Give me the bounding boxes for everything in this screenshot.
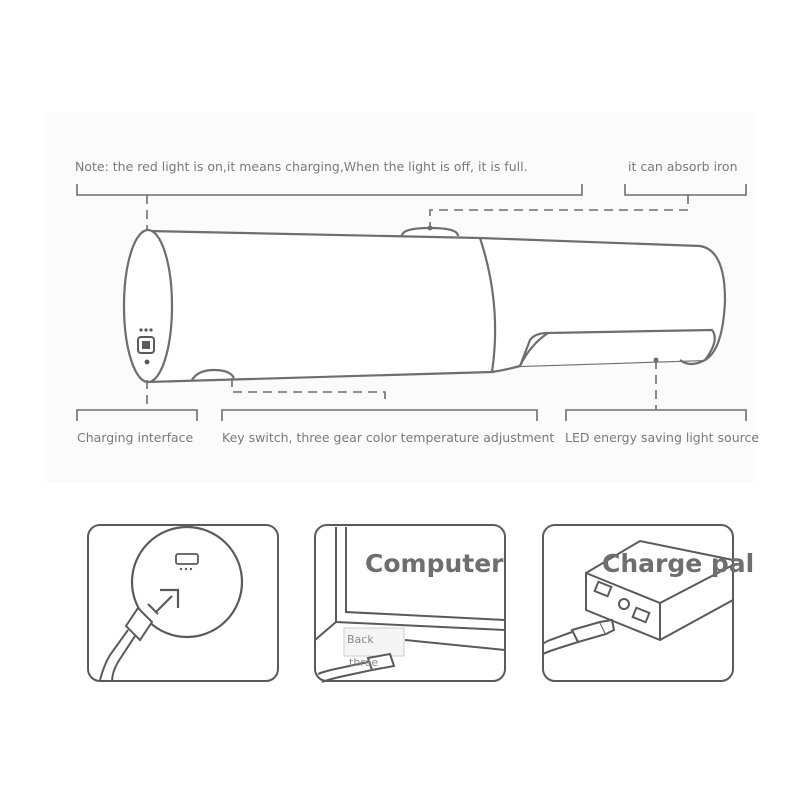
flashlight: [124, 228, 725, 382]
end-cap: [124, 230, 172, 382]
back-label: Back: [347, 633, 374, 646]
led-panel: [520, 330, 715, 366]
key-switch-label: Key switch, three gear color temperature adjustment: [222, 430, 555, 445]
note-label: Note: the red light is on,it means charging,When the light is off, it is full.: [75, 159, 528, 174]
led-label: LED energy saving light source: [565, 430, 760, 445]
usb-port-icon: [176, 554, 198, 564]
magnet-label: it can absorb iron: [628, 159, 738, 174]
three-label: three: [349, 656, 379, 669]
panel-usb: [88, 525, 278, 682]
charging-interface-label: Charging interface: [77, 430, 194, 445]
computer-title: Computer: [365, 549, 504, 578]
charge-pal-title: Charge pal: [602, 549, 755, 578]
